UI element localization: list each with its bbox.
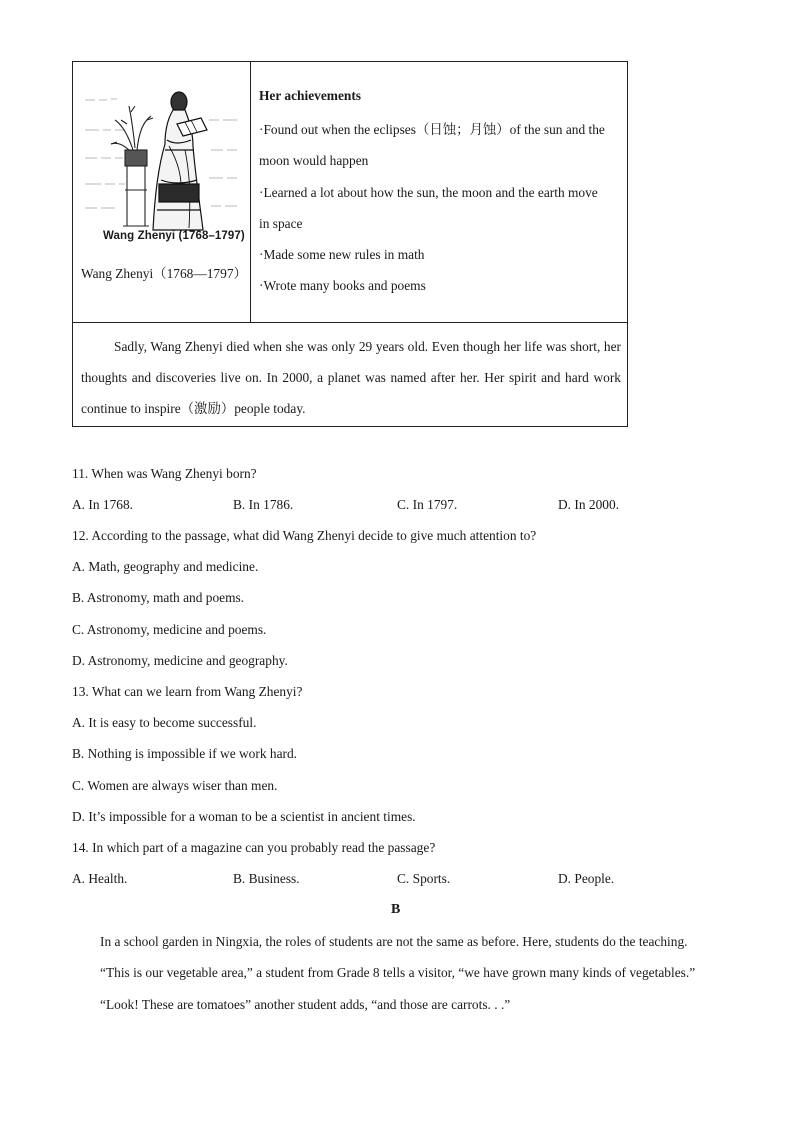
achievement-line: ·Made some new rules in math xyxy=(259,247,425,263)
question-12-stem: 12. According to the passage, what did Wang Zhenyi decide to give much attention to? xyxy=(72,528,537,543)
achievements-cell xyxy=(251,62,627,322)
option-d[interactable]: D. People. xyxy=(558,871,615,886)
info-table xyxy=(72,61,628,427)
achievement-line: ·Found out when the eclipses（日蚀；月蚀）of the sun and the xyxy=(259,122,605,137)
question-14-stem: 14. In which part of a magazine can you probably read the passage? xyxy=(72,840,436,855)
option-c[interactable]: C. Women are always wiser than men. xyxy=(72,778,278,793)
question-14-options xyxy=(72,871,632,889)
question-11-options xyxy=(72,497,632,515)
option-c[interactable]: C. Astronomy, medicine and poems. xyxy=(72,622,267,637)
achievement-line: moon would happen xyxy=(259,153,369,169)
portrait-cell xyxy=(73,62,251,322)
achievement-line: ·Learned a lot about how the sun, the moon and the earth move xyxy=(259,184,598,200)
question-13-stem: 13. What can we learn from Wang Zhenyi? xyxy=(72,684,303,699)
section-b-heading: B xyxy=(391,902,401,917)
section-b-line: “Look! These are tomatoes” another student adds, “and those are carrots. . .” xyxy=(100,997,511,1012)
option-b[interactable]: B. In 1786. xyxy=(233,497,294,512)
option-d[interactable]: D. In 2000. xyxy=(558,497,619,512)
option-b[interactable]: B. Nothing is impossible if we work hard. xyxy=(72,746,298,761)
achievements-title: Her achievements xyxy=(259,88,362,103)
summary-paragraph: Sadly, Wang Zhenyi died when she was only 29 years old. Even though her life was short, her thoughts and discoveries live on. In 2000, a planet was named after her. Her spirit and hard work continue to inspire（激励）people today. xyxy=(81,339,621,416)
portrait-illustration xyxy=(81,80,245,246)
option-a[interactable]: A. Math, geography and medicine. xyxy=(72,559,259,574)
option-a[interactable]: A. It is easy to become successful. xyxy=(72,715,257,730)
option-c[interactable]: C. In 1797. xyxy=(397,497,458,512)
section-b-line: “This is our vegetable area,” a student from Grade 8 tells a visitor, “we have grown many kinds of vegetables.” xyxy=(100,965,696,980)
option-a[interactable]: A. Health. xyxy=(72,871,128,886)
achievement-line: in space xyxy=(259,215,303,231)
achievements-list xyxy=(259,114,623,302)
option-c[interactable]: C. Sports. xyxy=(397,871,451,886)
question-11-stem: 11. When was Wang Zhenyi born? xyxy=(72,466,257,481)
portrait-caption: Wang Zhenyi (1768–1797) xyxy=(103,230,245,242)
option-b[interactable]: B. Astronomy, math and poems. xyxy=(72,590,245,605)
portrait-name: Wang Zhenyi（1768—1797） xyxy=(81,266,247,281)
option-d[interactable]: D. It’s impossible for a woman to be a scientist in ancient times. xyxy=(72,809,416,824)
section-b-line: In a school garden in Ningxia, the roles of students are not the same as before. Here, students do the teaching. xyxy=(100,934,688,949)
option-d[interactable]: D. Astronomy, medicine and geography. xyxy=(72,653,288,668)
option-b[interactable]: B. Business. xyxy=(233,871,300,886)
achievement-line: ·Wrote many books and poems xyxy=(259,278,426,294)
option-a[interactable]: A. In 1768. xyxy=(72,497,133,512)
summary-cell xyxy=(73,322,627,426)
